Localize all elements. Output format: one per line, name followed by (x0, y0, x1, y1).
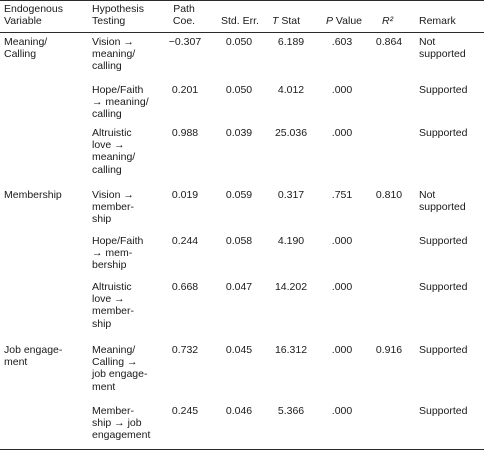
table-header-rule (0, 32, 484, 33)
row-3-t-stat: 25.036 (274, 127, 308, 139)
row-8-remark: Supported (419, 405, 468, 417)
row-5-std-err: 0.058 (225, 235, 253, 247)
header-p-value (326, 15, 362, 27)
header-hypothesis-testing: Hypothesis Testing (92, 3, 144, 28)
row-1-p-value: .603 (331, 36, 353, 48)
header-t-stat (272, 15, 300, 27)
row-2-std-err: 0.050 (225, 84, 253, 96)
row-2-remark: Supported (419, 84, 468, 96)
row-7-endogenous: Job engage- ment (4, 344, 63, 369)
row-3-std-err: 0.039 (225, 127, 253, 139)
row-5-remark: Supported (419, 235, 468, 247)
row-6-std-err: 0.047 (225, 281, 253, 293)
row-1-hypothesis: Vision → meaning/ calling (92, 36, 136, 73)
table-top-rule (0, 0, 484, 1)
row-8-path-coe: 0.245 (171, 405, 199, 417)
row-5-hypothesis: Hope/Faith → mem- bership (92, 235, 144, 272)
header-remark: Remark (419, 15, 456, 27)
row-7-hypothesis: Meaning/ Calling → job engage- ment (92, 344, 148, 393)
row-2-path-coe: 0.201 (171, 84, 199, 96)
row-5-path-coe: 0.244 (171, 235, 199, 247)
row-1-remark: Not supported (419, 36, 466, 61)
row-7-r-squared: 0.916 (375, 344, 403, 356)
header-p-value-rest: Value (333, 15, 363, 27)
row-3-remark: Supported (419, 127, 468, 139)
row-6-path-coe: 0.668 (171, 281, 199, 293)
header-r-squared: R² (382, 15, 394, 27)
row-4-endogenous: Membership (4, 189, 62, 201)
row-6-t-stat: 14.202 (274, 281, 308, 293)
row-8-hypothesis: Member- ship → job engagement (92, 405, 151, 442)
row-2-t-stat: 4.012 (277, 84, 305, 96)
row-5-t-stat: 4.190 (277, 235, 305, 247)
row-6-remark: Supported (419, 281, 468, 293)
row-4-std-err: 0.059 (225, 189, 253, 201)
row-2-hypothesis: Hope/Faith → meaning/ calling (92, 84, 149, 121)
row-4-hypothesis: Vision → member- ship (92, 189, 135, 226)
row-1-endogenous: Meaning/ Calling (4, 36, 48, 61)
row-2-p-value: .000 (331, 84, 353, 96)
row-7-path-coe: 0.732 (171, 344, 199, 356)
header-t-stat-rest: Stat (278, 15, 301, 27)
row-1-path-coe: −0.307 (168, 36, 202, 48)
row-4-r-squared: 0.810 (375, 189, 403, 201)
row-4-t-stat: 0.317 (277, 189, 305, 201)
row-6-p-value: .000 (331, 281, 353, 293)
header-path-coe: Path Coe. (172, 3, 196, 28)
row-1-t-stat: 6.189 (277, 36, 305, 48)
row-6-hypothesis: Altruistic love → member- ship (92, 281, 135, 330)
row-1-std-err: 0.050 (225, 36, 253, 48)
row-8-std-err: 0.046 (225, 405, 253, 417)
row-3-hypothesis: Altruistic love → meaning/ calling (92, 127, 136, 176)
row-3-path-coe: 0.988 (171, 127, 199, 139)
row-4-path-coe: 0.019 (171, 189, 199, 201)
row-7-std-err: 0.045 (225, 344, 253, 356)
row-4-remark: Not supported (419, 189, 466, 214)
row-3-p-value: .000 (331, 127, 353, 139)
header-std-err: Std. Err. (221, 15, 259, 27)
row-7-t-stat: 16.312 (274, 344, 308, 356)
row-7-remark: Supported (419, 344, 468, 356)
row-4-p-value: .751 (331, 189, 353, 201)
row-7-p-value: .000 (331, 344, 353, 356)
row-5-p-value: .000 (331, 235, 353, 247)
header-endogenous-variable: Endogenous Variable (4, 3, 63, 28)
header-t-stat-italic: T (272, 15, 279, 27)
header-p-value-italic: P (326, 15, 334, 27)
row-8-p-value: .000 (331, 405, 353, 417)
row-1-r-squared: 0.864 (375, 36, 403, 48)
row-8-t-stat: 5.366 (277, 405, 305, 417)
